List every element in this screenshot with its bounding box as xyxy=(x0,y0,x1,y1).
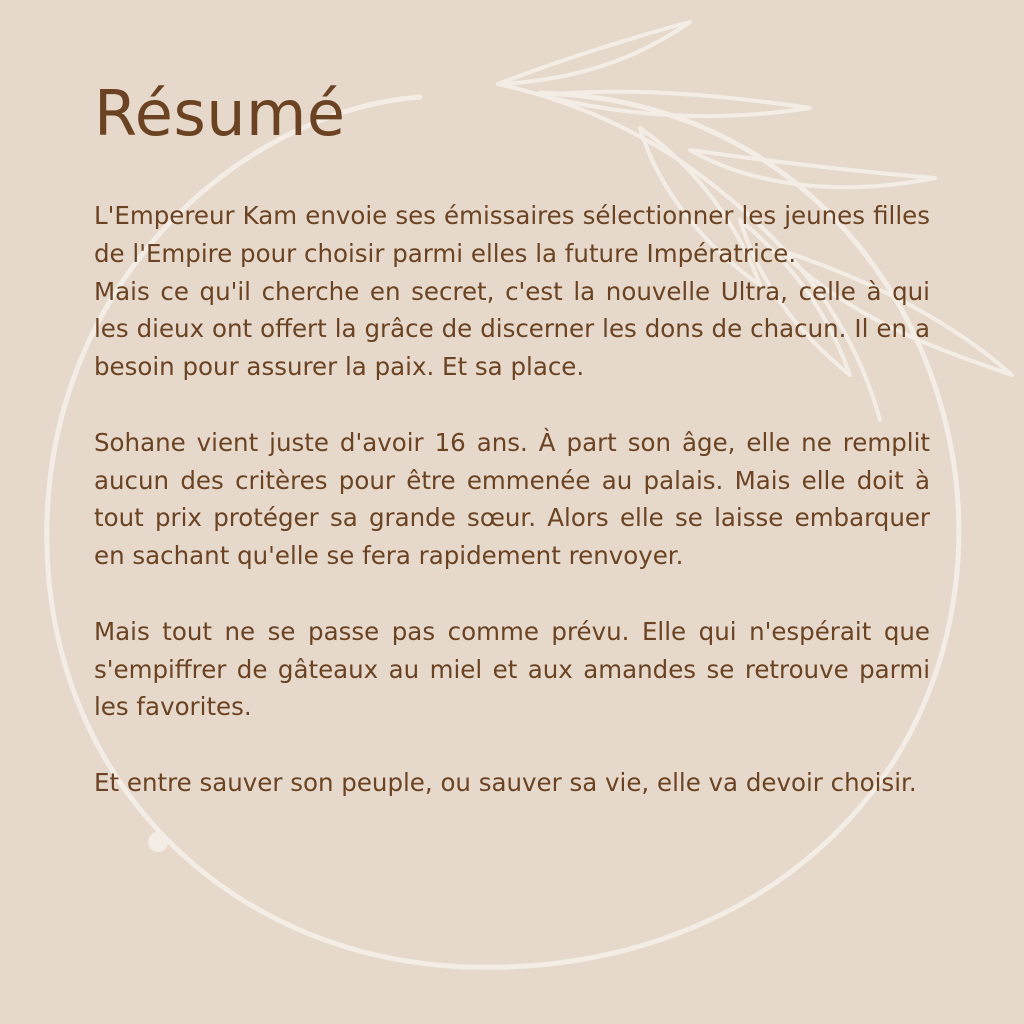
decorative-dot xyxy=(148,832,168,852)
summary-paragraph: Mais tout ne se passe pas comme prévu. Elle qui n'espérait que s'empiffrer de gâteaux au miel et aux amandes se retrouve parmi les favorites. xyxy=(94,616,930,722)
summary-paragraph: Mais ce qu'il cherche en secret, c'est la nouvelle Ultra, celle à qui les dieux ont offert la grâce de discerner les dons de chacun. Il en a besoin pour assurer la paix. Et sa place. xyxy=(94,276,930,382)
summary-paragraph: L'Empereur Kam envoie ses émissaires sélectionner les jeunes filles de l'Empire pour choisir parmi elles la future Impératrice. xyxy=(94,201,930,268)
summary-paragraph: Et entre sauver son peuple, ou sauver sa vie, elle va devoir choisir. xyxy=(94,767,917,797)
page-title: Résumé xyxy=(94,77,346,150)
summary-paragraph: Sohane vient juste d'avoir 16 ans. À part son âge, elle ne remplit aucun des critères pour être emmenée au palais. Mais elle doit à tout prix protéger sa grande sœur. Alors elle se laisse embarquer en sachant qu'elle se fera rapidement renvoyer. xyxy=(94,427,930,571)
summary-text xyxy=(94,197,930,802)
